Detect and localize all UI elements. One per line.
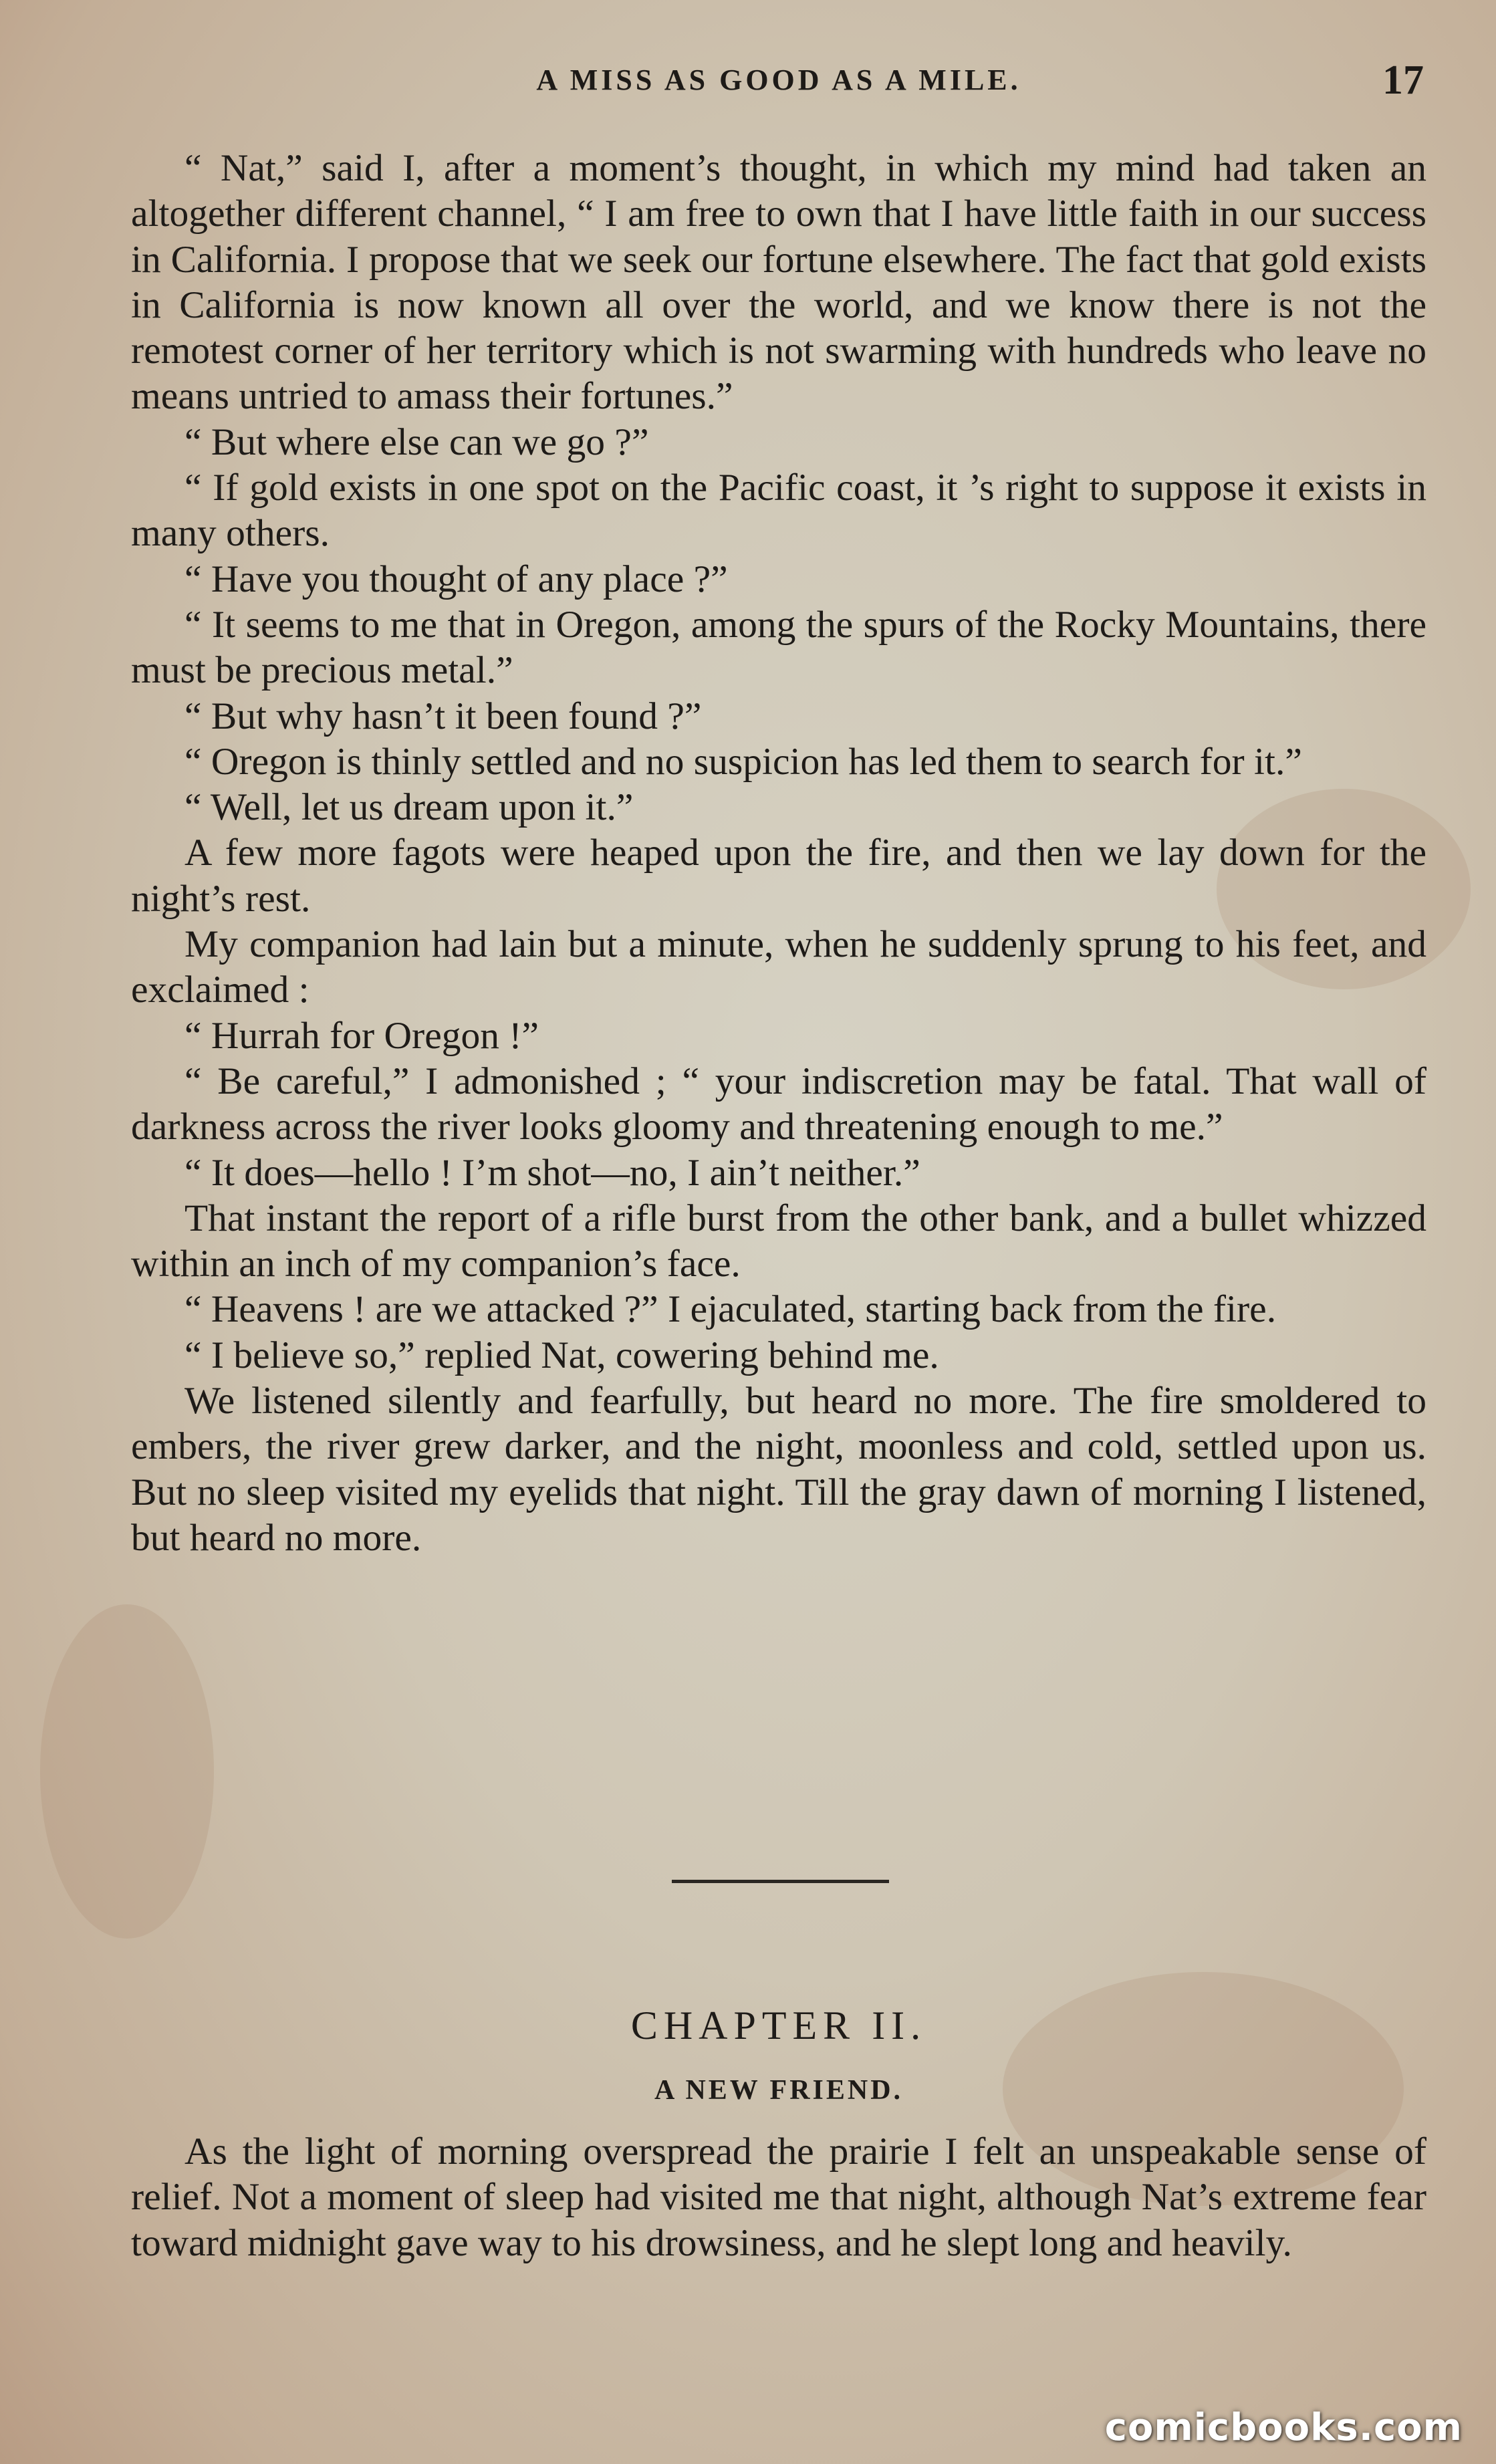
paragraph: “ But why hasn’t it been found ?” xyxy=(184,695,702,737)
paragraph: A few more fagots were heaped upon the fire, and then we lay down for the night’s rest. xyxy=(131,832,1426,920)
running-head: A MISS AS GOOD AS A MILE. xyxy=(536,64,1021,96)
chapter-subtitle: A NEW FRIEND. xyxy=(654,2075,904,2106)
paragraph: As the light of morning overspread the prairie I felt an unspeakable sense of relief. Not a moment of sleep had visited me that night, although Nat’s extreme fear toward midnight gave way to his drowsiness, and he slept long and heavily. xyxy=(131,2130,1426,2264)
paragraph: “ But where else can we go ?” xyxy=(184,420,649,463)
watermark: comicbooks.com xyxy=(1104,2406,1463,2449)
paragraph: “ It does—hello ! I’m shot—no, I ain’t neither.” xyxy=(184,1151,920,1194)
paragraph: “ Heavens ! are we attacked ?” I ejaculated, starting back from the fire. xyxy=(184,1288,1277,1331)
paragraph: “ Well, let us dream upon it.” xyxy=(184,786,634,829)
body-text xyxy=(131,146,1426,1561)
chapter-title: CHAPTER II. xyxy=(630,2003,927,2048)
paragraph: “ Be careful,” I admonished ; “ your indiscretion may be fatal. That wall of darkness across the river looks gloomy and threatening enough to me.” xyxy=(131,1060,1426,1148)
paragraph: We listened silently and fearfully, but heard no more. The fire smoldered to embers, the river grew darker, and the night, moonless and cold, settled upon us. But no sleep visited my eyelids that night. Till the gray dawn of morning I listened, but heard no more. xyxy=(131,1380,1426,1559)
section-divider xyxy=(672,1880,889,1883)
page-header xyxy=(134,53,1424,107)
paragraph: “ Have you thought of any place ?” xyxy=(184,558,728,600)
paragraph: “ It seems to me that in Oregon, among the spurs of the Rocky Mountains, there must be precious metal.” xyxy=(131,603,1426,692)
paragraph: “ Hurrah for Oregon !” xyxy=(184,1014,539,1057)
paragraph: “ If gold exists in one spot on the Pacific coast, it ’s right to suppose it exists in many others. xyxy=(131,467,1426,555)
chapter-text xyxy=(131,2129,1426,2266)
paragraph: “ Nat,” said I, after a moment’s thought, in which my mind had taken an altogether different channel, “ I am free to own that I have little faith in our success in California. I propose that we seek our fortune elsewhere. The fact that gold exists in California is now known all over the world, and we know there is not the remotest corner of her territory which is not swarming with hundreds who leave no means untried to amass their fortunes.” xyxy=(131,147,1426,418)
paragraph: My companion had lain but a minute, when he suddenly sprung to his feet, and exclaimed : xyxy=(131,923,1426,1011)
page-number: 17 xyxy=(1382,57,1424,103)
paragraph: That instant the report of a rifle burst from the other bank, and a bullet whizzed within an inch of my companion’s face. xyxy=(131,1197,1426,1285)
paragraph: “ I believe so,” replied Nat, cowering behind me. xyxy=(184,1334,939,1376)
page-stain xyxy=(40,1604,214,1939)
paragraph: “ Oregon is thinly settled and no suspicion has led them to search for it.” xyxy=(184,740,1302,783)
